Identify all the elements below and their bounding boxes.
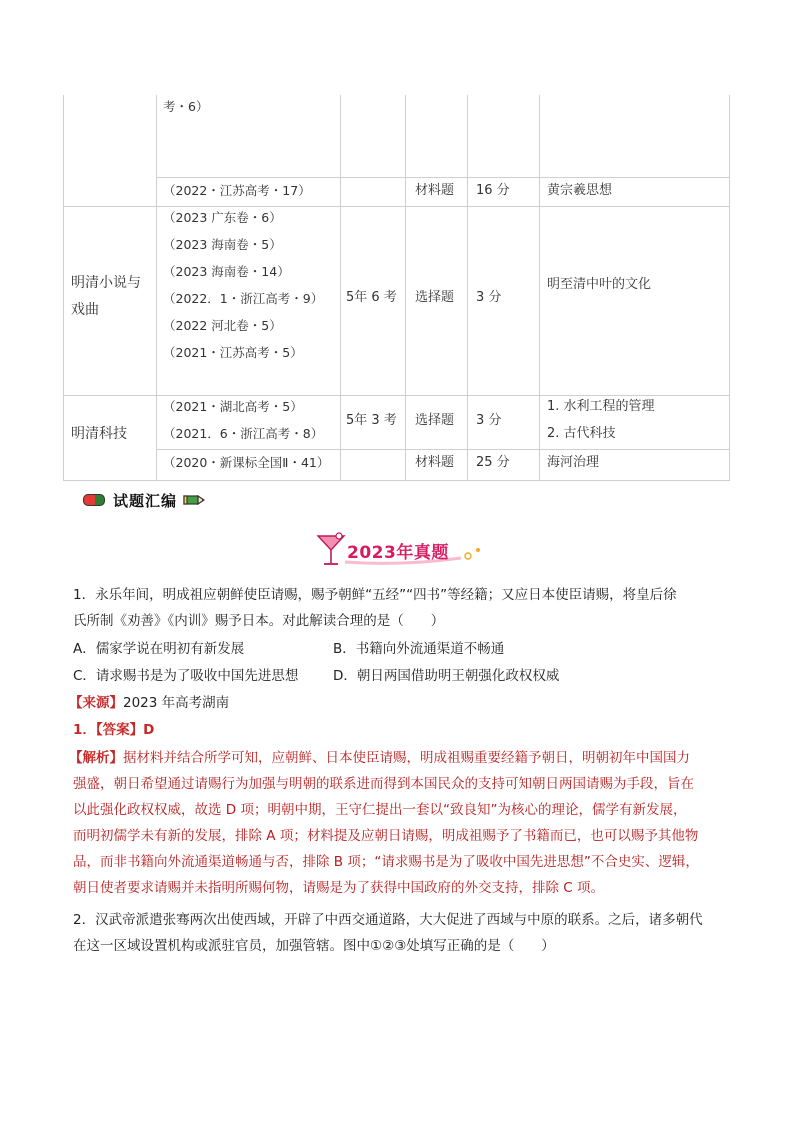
table-cell-type: 材料题 — [415, 455, 455, 470]
table-cell-score: 3 分 — [476, 413, 502, 428]
text-line: 品，而非书籍向外流通渠道畅通与否，排除 B 项；“请求赐书是为了吸收中国先进思想”不合史实、逻辑， — [73, 854, 699, 870]
analysis-block — [69, 745, 733, 901]
table-cell-content: 2. 古代科技 — [547, 426, 616, 441]
exam-stats-table — [63, 95, 730, 481]
table-col-divider — [405, 95, 406, 481]
table-cell-type: 选择题 — [415, 290, 455, 305]
answer-line — [73, 717, 154, 743]
table-row-divider — [63, 206, 729, 207]
text-line — [69, 745, 733, 771]
text-line: 而明初儒学未有新的发展，排除 A 项；材料提及应朝日请赐，明成祖赐予了书籍而已，也可以赐予其他物 — [73, 828, 699, 844]
table-col-divider — [156, 95, 157, 481]
table-cell-content: 海河治理 — [547, 455, 600, 470]
source-line — [69, 690, 229, 716]
table-cell-source: （2022・江苏高考・17） — [163, 183, 311, 198]
pencil-icon — [183, 494, 205, 506]
year-banner-title: 2023年真题 — [347, 543, 449, 563]
table-cell-score: 3 分 — [476, 290, 502, 305]
answer-prefix: 1． — [73, 722, 96, 738]
year-banner — [315, 532, 485, 570]
text-line: 朝日使者要求请赐并未指明所赐何物，请赐是为了获得中国政府的外交支持，排除 C 项。 — [73, 880, 605, 896]
table-cell-topic — [71, 270, 141, 324]
table-cell-type: 选择题 — [415, 413, 455, 428]
section-title: 试题汇编 — [113, 491, 178, 510]
section-header — [83, 490, 205, 510]
table-col-divider — [539, 95, 540, 481]
table-cell-score: 16 分 — [476, 183, 510, 198]
pill-icon — [83, 494, 105, 506]
option-a: A．儒家学说在明初有新发展 — [73, 641, 245, 657]
table-cell-source: 考・6） — [163, 99, 209, 114]
table-cell-source: （2023 海南卷・14） — [163, 264, 290, 279]
analysis-tag: 【解析】 — [69, 750, 123, 766]
table-cell-score: 25 分 — [476, 455, 510, 470]
answer-tag: 【答案】 — [95, 722, 144, 738]
answer-value: D — [143, 722, 155, 738]
source-tag: 【来源】 — [69, 695, 123, 711]
table-border-left — [63, 95, 64, 481]
source-text: 2023 年高考湖南 — [123, 695, 230, 711]
table-cell-count: 5年 3 考 — [346, 413, 397, 428]
table-cell-source: （2021・江苏高考・5） — [163, 345, 303, 360]
option-c: C．请求赐书是为了吸收中国先进思想 — [73, 668, 299, 684]
table-cell-count: 5年 6 考 — [346, 290, 397, 305]
topic-line: 戏曲 — [71, 302, 99, 318]
table-cell-content: 1. 水利工程的管理 — [547, 399, 655, 414]
topic-line: 明清小说与 — [71, 275, 141, 291]
table-cell-source: （2022 河北卷・5） — [163, 318, 282, 333]
option-b: B．书籍向外流通渠道不畅通 — [333, 641, 505, 657]
table-cell-type: 材料题 — [415, 183, 455, 198]
table-border-right — [729, 95, 730, 481]
dots-icon — [463, 544, 485, 564]
table-cell-content: 明至清中叶的文化 — [547, 277, 652, 292]
table-cell-source: （2023 海南卷・5） — [163, 237, 282, 252]
question-2-stem — [73, 907, 733, 959]
analysis-text: 据材料并结合所学可知，应朝鲜、日本使臣请赐，明成祖赐重要经籍予朝日，明朝初年中国国力 — [123, 750, 690, 766]
text-line: 2．汉武帝派遣张骞两次出使西域，开辟了中西交通道路，大大促进了西域与中原的联系。之后，诸多朝代 — [73, 912, 703, 928]
table-cell-source: （2021・湖北高考・5） — [163, 399, 303, 414]
table-cell-topic: 明清科技 — [71, 426, 127, 442]
table-col-divider — [340, 95, 341, 481]
table-cell-source: （2020・新课标全国Ⅱ・41） — [163, 455, 330, 470]
table-row-divider — [156, 177, 729, 178]
table-border-bottom — [63, 480, 729, 481]
table-row-divider — [63, 395, 729, 396]
option-d: D．朝日两国借助明王朝强化政权权威 — [333, 668, 560, 684]
text-line: 氏所制《劝善》《内训》赐予日本。对此解读合理的是（ ） — [73, 613, 445, 629]
table-cell-source: （2022．1・浙江高考・9） — [163, 291, 324, 306]
table-cell-source: （2023 广东卷・6） — [163, 210, 282, 225]
question-1-stem — [73, 582, 733, 634]
table-col-divider — [467, 95, 468, 481]
table-cell-content: 黄宗羲思想 — [547, 183, 613, 198]
table-cell-source: （2021．6・浙江高考・8） — [163, 426, 324, 441]
table-row-divider — [156, 449, 729, 450]
text-line: 强盛，朝日希望通过请赐行为加强与明朝的联系进而得到本国民众的支持可知朝日两国请赐为手段，旨在 — [73, 776, 694, 792]
text-line: 在这一区域设置机构或派驻官员，加强管辖。图中①②③处填写正确的是（ ） — [73, 938, 555, 954]
text-line: 以此强化政权权威，故选 D 项；明朝中期，王守仁提出一套以“致良知”为核心的理论，儒学有新发展， — [73, 802, 687, 818]
text-line: 1．永乐年间，明成祖应朝鲜使臣请赐，赐予朝鲜“五经”“四书”等经籍；又应日本使臣请赐，将皇后徐 — [73, 587, 677, 603]
